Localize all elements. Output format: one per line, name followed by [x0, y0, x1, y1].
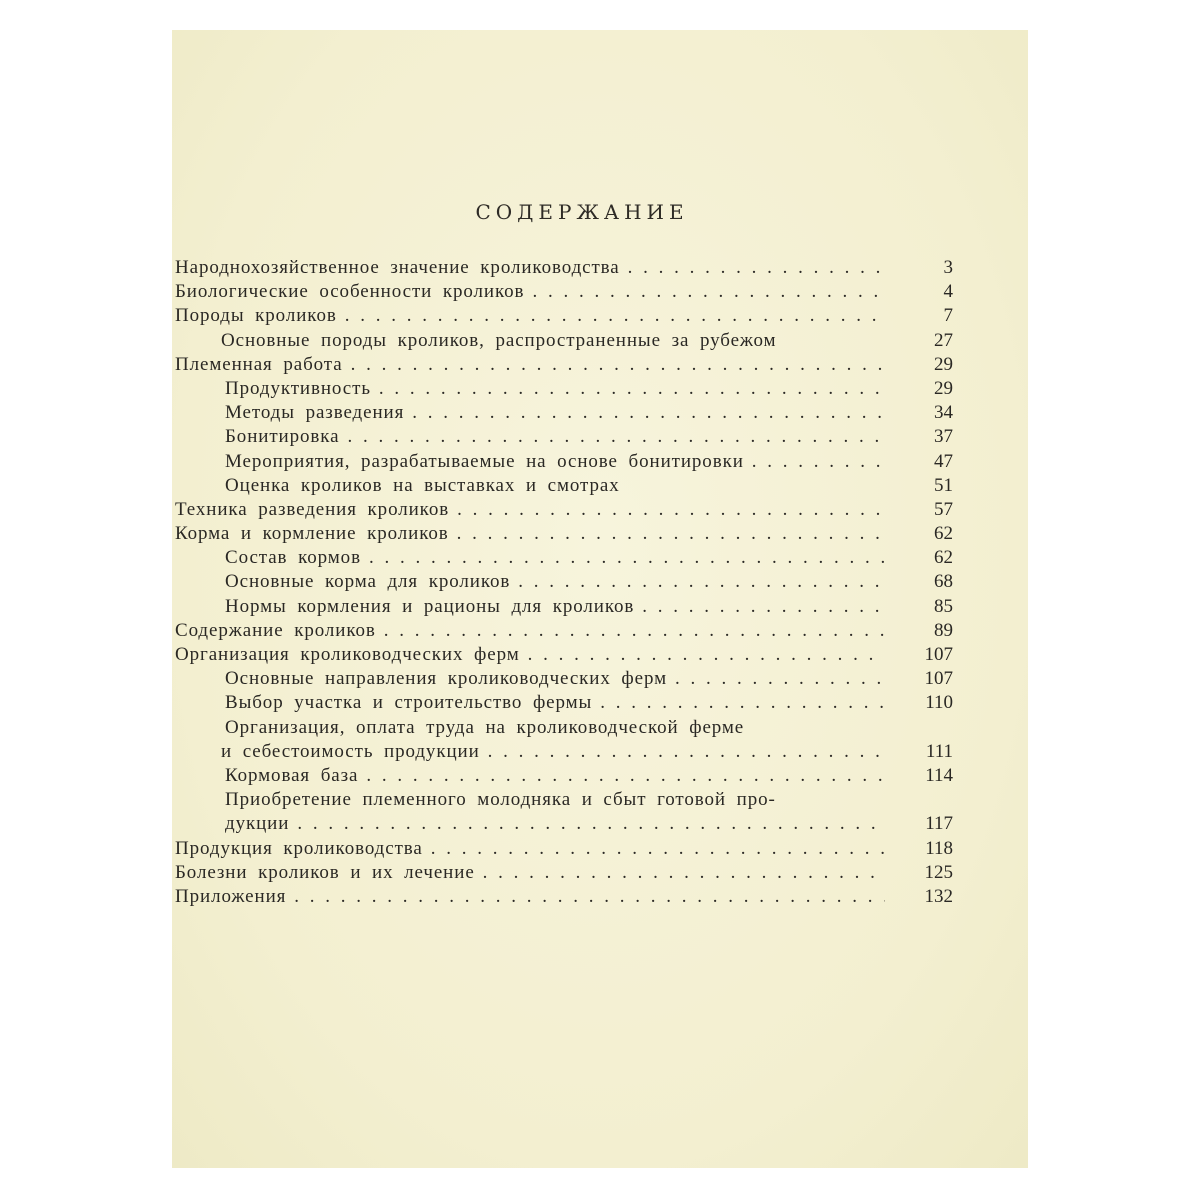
dot-leader: [337, 304, 885, 328]
dot-leader: [404, 401, 885, 425]
toc-entry-text: Продуктивность: [225, 377, 371, 399]
toc-entry-page: 3: [943, 257, 953, 278]
toc-entry-text: Приложения: [175, 885, 287, 907]
toc-entry-page: 118: [925, 837, 953, 859]
toc-entry-text: Организация, оплата труда на кролиководческой ферме: [225, 716, 745, 738]
toc-entry-text: Основные направления кролиководческих ферм: [225, 668, 668, 690]
toc-entry-page: 107: [924, 644, 953, 665]
toc-entry-page: 62: [934, 523, 953, 545]
toc-entry-text: Народнохозяйственное значение кролиководства: [175, 257, 620, 278]
toc-entry-page: 110: [925, 692, 953, 714]
toc-entry: [175, 812, 953, 836]
dot-leader: [475, 861, 885, 885]
toc-entry-page: 68: [934, 571, 953, 593]
toc-entry: [175, 595, 953, 619]
toc-entry-text: Породы кроликов: [175, 305, 337, 327]
toc-entry-text: Основные породы кроликов, распространенные за рубежом: [221, 329, 777, 351]
toc-entry-page: 111: [925, 740, 953, 762]
toc-entry: [175, 280, 953, 304]
toc-entry-page: 34: [934, 402, 953, 424]
toc-entry: [175, 256, 953, 280]
toc-entry-text: Племенная работа: [175, 353, 343, 375]
dot-leader: [520, 643, 885, 667]
toc-entry: [175, 570, 953, 594]
toc-entry-text: Болезни кроликов и их лечение: [175, 861, 475, 883]
toc-entry-text: Организация кролиководческих ферм: [175, 644, 520, 665]
toc-entry-text: Биологические особенности кроликов: [175, 281, 525, 303]
toc-entry-text: Бонитировка: [225, 426, 340, 448]
dot-leader: [339, 425, 885, 449]
toc-entry-page: 51: [934, 474, 953, 496]
toc-entry: [175, 522, 953, 546]
toc-entry-text: Кормовая база: [225, 764, 359, 786]
table-of-contents: [175, 256, 953, 909]
toc-entry-page: 85: [934, 595, 953, 617]
dot-leader: [358, 764, 885, 788]
toc-entry-text: Корма и кормление кроликов: [175, 523, 449, 545]
toc-entry-text: Основные корма для кроликов: [225, 571, 511, 593]
dot-leader: [667, 667, 885, 691]
toc-entry-page: 29: [934, 353, 953, 375]
toc-entry-page: 29: [934, 377, 953, 399]
dot-leader: [744, 450, 885, 474]
toc-entry: [175, 837, 953, 861]
dot-leader: [620, 474, 885, 498]
toc-entry-text: Приобретение племенного молодняка и сбыт готовой про-: [225, 789, 776, 811]
toc-entry-page: 62: [934, 547, 953, 569]
dot-leader: [343, 353, 885, 377]
toc-entry: [175, 619, 953, 643]
toc-entry-page: 7: [943, 305, 953, 327]
toc-entry-text: и себестоимость продукции: [221, 740, 480, 762]
toc-entry-page: 27: [934, 329, 953, 351]
toc-entry: [175, 546, 953, 570]
toc-entry: [175, 353, 953, 377]
dot-leader: [376, 619, 885, 643]
page-title: СОДЕРЖАНИЕ: [475, 200, 689, 224]
toc-entry-text: Техника разведения кроликов: [175, 498, 450, 520]
dot-leader: [423, 837, 885, 861]
toc-entry-page: 47: [934, 450, 953, 472]
toc-entry: [175, 450, 953, 474]
dot-leader: [371, 377, 885, 401]
dot-leader: [510, 570, 885, 594]
toc-entry: [175, 425, 953, 449]
toc-entry: [175, 329, 953, 353]
toc-entry-text: Состав кормов: [225, 547, 361, 569]
toc-entry: [175, 716, 953, 740]
toc-entry-page: 132: [924, 885, 953, 907]
toc-entry-page: 107: [924, 668, 953, 690]
toc-entry-text: дукции: [225, 813, 290, 835]
dot-leader: [776, 329, 885, 353]
toc-entry: [175, 401, 953, 425]
toc-entry: [175, 474, 953, 498]
toc-entry-page: 117: [925, 813, 953, 835]
dot-leader: [361, 546, 885, 570]
dot-leader: [524, 280, 885, 304]
toc-entry-page: 89: [934, 619, 953, 641]
dot-leader: [634, 595, 885, 619]
toc-entry-page: 37: [934, 426, 953, 448]
dot-leader: [592, 691, 885, 715]
toc-entry: [175, 885, 953, 909]
dot-leader: [776, 788, 885, 812]
toc-entry-text: Выбор участка и строительство фермы: [225, 692, 593, 714]
toc-entry: [175, 764, 953, 788]
toc-entry-text: Содержание кроликов: [175, 619, 376, 641]
dot-leader: [289, 812, 885, 836]
toc-entry-text: Оценка кроликов на выставках и смотрах: [225, 474, 620, 496]
dot-leader: [449, 498, 885, 522]
dot-leader: [480, 740, 885, 764]
toc-entry-page: 4: [943, 281, 953, 303]
book-page: [172, 30, 1028, 1168]
toc-entry: [175, 861, 953, 885]
toc-entry: [175, 788, 953, 812]
toc-entry: [175, 740, 953, 764]
toc-entry: [175, 667, 953, 691]
dot-leader: [620, 256, 885, 280]
toc-entry-page: 114: [925, 764, 953, 786]
toc-entry-text: Методы разведения: [225, 402, 405, 424]
toc-entry-page: 125: [924, 861, 953, 883]
toc-entry: [175, 643, 953, 667]
dot-leader: [744, 716, 885, 740]
toc-entry: [175, 304, 953, 328]
dot-leader: [449, 522, 885, 546]
toc-entry: [175, 498, 953, 522]
toc-entry-text: Нормы кормления и рационы для кроликов: [225, 595, 635, 617]
toc-entry-text: Мероприятия, разрабатываемые на основе бонитировки: [225, 450, 744, 472]
toc-entry: [175, 377, 953, 401]
toc-entry-text: Продукция кролиководства: [175, 837, 423, 859]
dot-leader: [286, 885, 885, 909]
toc-entry: [175, 691, 953, 715]
toc-entry-page: 57: [934, 498, 953, 520]
